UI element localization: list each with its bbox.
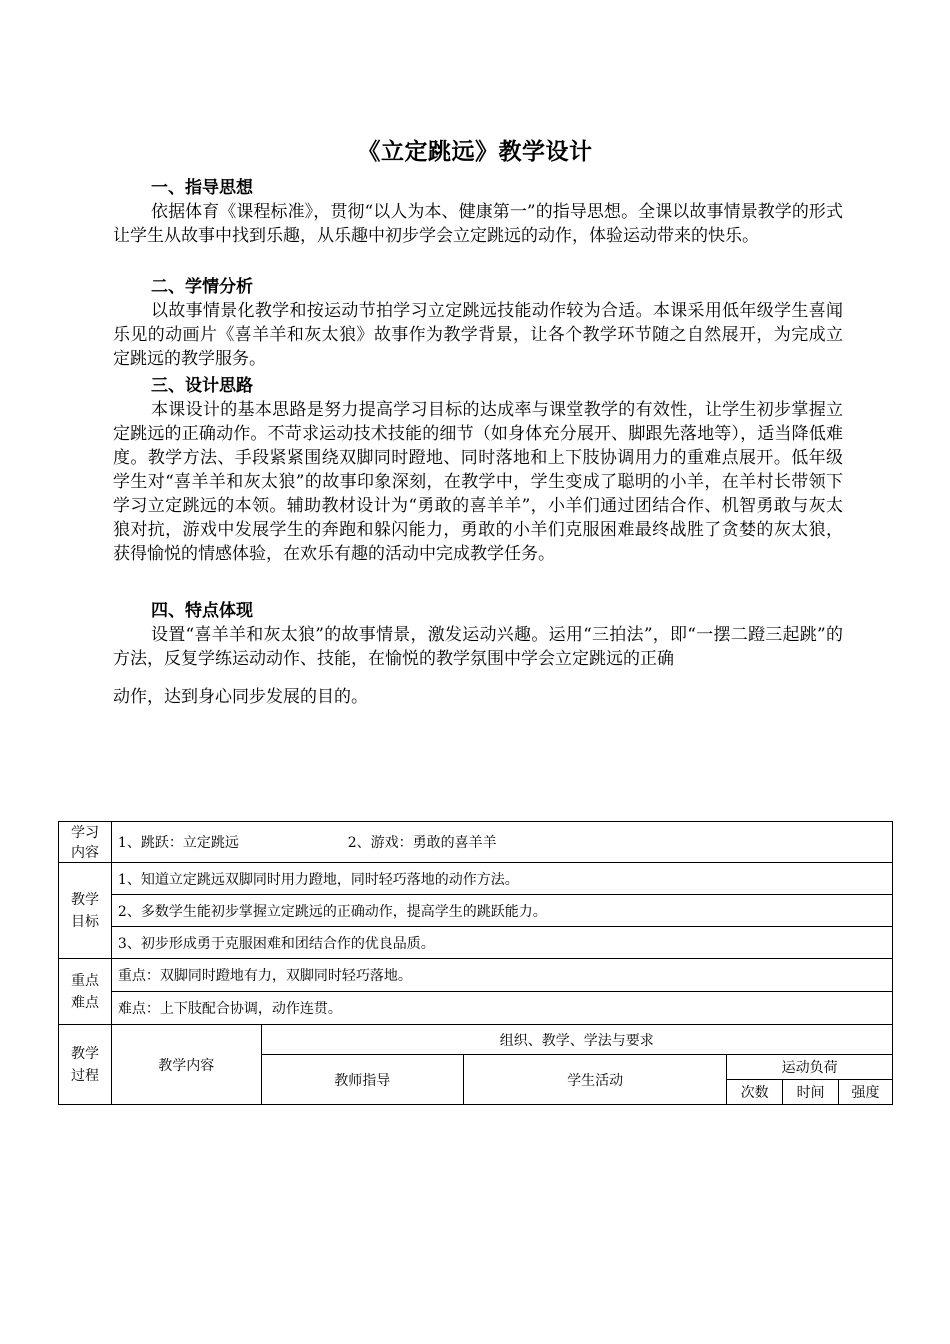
section-heading: 二、学情分析 [151,277,253,297]
count-header: 次数 [727,1080,783,1105]
section-body: 本课设计的基本思路是努力提高学习目标的达成率与课堂教学的有效性，让学生初步掌握立定跳远的正确动作。不苛求运动技术技能的细节（如身体充分展开、脚跟先落地等），适当降低难度。教学方法、手段紧紧围绕双脚同时蹬地、同时落地和上下肢协调用力的重难点展开。低年级学生对“喜羊羊和灰太狼”的故事印象深刻，在教学中，学生变成了聪明的小羊，在羊村长带领下学习立定跳远的本领。辅助教材设计为“勇敢的喜羊羊”，小羊们通过团结合作、机智勇敢与灰太狼对抗，游戏中发展学生的奔跑和躲闪能力，勇敢的小羊们克服困难最终战胜了贪婪的灰太狼，获得愉悦的情感体验，在欢乐有趣的活动中完成教学任务。 [113,400,843,564]
section-body: 依据体育《课程标准》，贯彻“以人为本、健康第一”的指导思想。全课以故事情景教学的形式让学生从故事中找到乐趣，从乐趣中初步学会立定跳远的动作，体验运动带来的快乐。 [113,202,843,246]
section-body: 设置“喜羊羊和灰太狼”的故事情景，激发运动兴趣。运用“三拍法”，即“一摆二蹬三起跳”的方法，反复学练运动动作、技能，在愉悦的教学氛围中学会立定跳远的正确 [113,625,843,669]
table-row-difficulty [59,992,893,1025]
time-header: 时间 [783,1080,839,1105]
process-label: 教学过程 [59,1025,112,1105]
key-point: 重点：双脚同时蹬地有力，双脚同时轻巧落地。 [111,959,892,992]
exercise-load-header: 运动负荷 [727,1055,893,1080]
section-heading: 三、设计思路 [151,376,253,396]
section-features [113,599,843,709]
content-label: 学习内容 [59,822,112,863]
section-design-ideas [113,374,843,566]
section-body-tail: 动作，达到身心同步发展的目的。 [113,687,368,707]
teacher-guidance-header: 教师指导 [261,1055,463,1105]
goal-item: 2、多数学生能初步掌握立定跳远的正确动作，提高学生的跳跃能力。 [111,895,892,927]
section-heading: 一、指导思想 [151,178,253,198]
lesson-plan-table [58,821,893,1105]
goals-label: 教学目标 [59,863,112,959]
intensity-header: 强度 [839,1080,893,1105]
section-student-analysis [113,275,843,371]
content-item-2: 2、游戏：勇敢的喜羊羊 [347,835,497,851]
section-guiding-ideology [113,176,843,248]
content-items [111,822,892,863]
section-heading: 四、特点体现 [151,601,253,621]
goal-item: 1、知道立定跳远双脚同时用力蹬地，同时轻巧落地的动作方法。 [111,863,892,895]
teaching-content-header: 教学内容 [111,1025,261,1105]
section-body: 以故事情景化教学和按运动节拍学习立定跳远技能动作较为合适。本课采用低年级学生喜闻乐见的动画片《喜羊羊和灰太狼》故事作为教学背景，让各个教学环节随之自然展开，为完成立定跳远的教学服务。 [113,301,843,369]
table-row-goal [59,895,893,927]
difficulty-point: 难点：上下肢配合协调，动作连贯。 [111,992,892,1025]
content-item-1: 1、跳跃：立定跳远 [117,835,239,851]
student-activity-header: 学生活动 [463,1055,726,1105]
table-row-process-header [59,1025,893,1055]
table-row-key [59,959,893,992]
page-title: 《立定跳远》教学设计 [357,138,593,165]
table-row-goal [59,863,893,895]
goal-item: 3、初步形成勇于克服困难和团结合作的优良品质。 [111,927,892,959]
key-label: 重点难点 [59,959,112,1025]
table-row-goal [59,927,893,959]
org-header: 组织、教学、学法与要求 [261,1025,892,1055]
table-row-content [59,822,893,863]
